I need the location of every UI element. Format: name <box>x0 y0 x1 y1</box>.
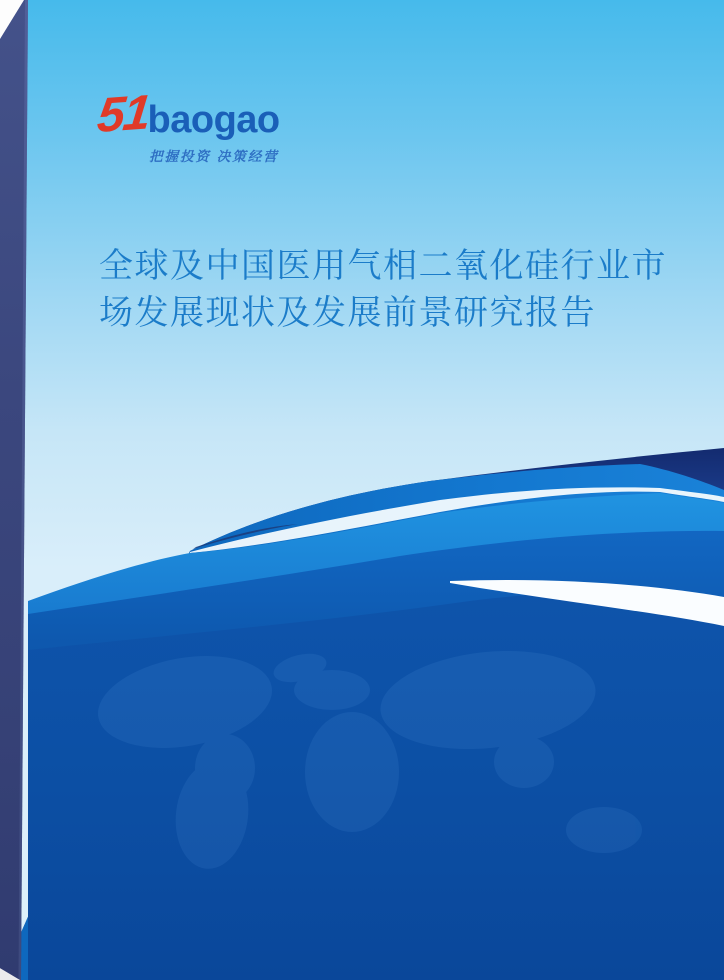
report-title-line1: 全球及中国医用气相二氧化硅行业市 <box>99 247 667 285</box>
logo-number: 51 <box>94 85 152 143</box>
brand-logo-row <box>94 85 280 143</box>
brand-logo <box>94 85 280 165</box>
report-title-line2: 场发展现状及发展前景研究报告 <box>99 294 596 332</box>
logo-wordmark: baogao <box>147 99 280 141</box>
logo-tagline: 把握投资 决策经营 <box>149 149 279 164</box>
report-title <box>99 243 667 337</box>
